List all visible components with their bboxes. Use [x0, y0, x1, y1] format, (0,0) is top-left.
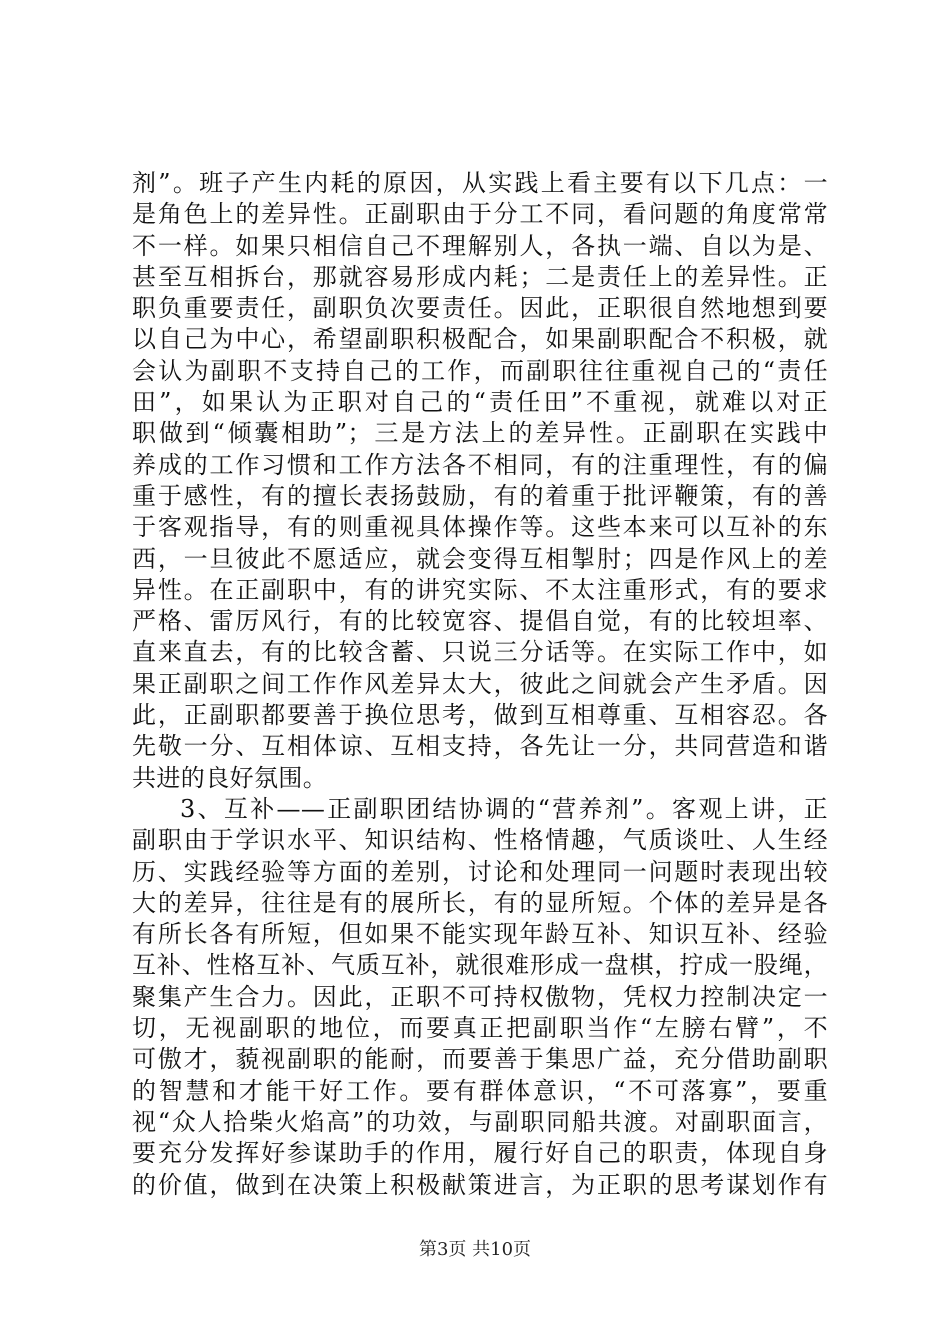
text-line: 养成的工作习惯和工作方法各不相同，有的注重理性，有的偏	[132, 450, 828, 479]
text-line: 副职由于学识水平、知识结构、性格情趣，气质谈吐、人生经	[132, 826, 828, 855]
page-footer: 第3页 共10页	[418, 1239, 532, 1260]
body-text	[132, 168, 828, 1201]
text-line: 历、实践经验等方面的差别，讨论和处理同一问题时表现出较	[132, 857, 828, 886]
text-line: 聚集产生合力。因此，正职不可持权傲物，凭权力控制决定一	[132, 982, 828, 1011]
text-line: 可傲才，藐视副职的能耐，而要善于集思广益，充分借助副职	[132, 1045, 828, 1074]
text-line: 的智慧和才能干好工作。要有群体意识，“不可落寡”，要重	[132, 1076, 828, 1105]
text-line: 共进的良好氛围。	[132, 763, 328, 792]
text-line: 异性。在正副职中，有的讲究实际、不太注重形式，有的要求	[132, 575, 828, 604]
text-line: 要充分发挥好参谋助手的作用，履行好自己的职责，体现自身	[132, 1139, 828, 1168]
text-line: 先敬一分、互相体谅、互相支持，各先让一分，共同营造和谐	[132, 732, 828, 761]
text-line: 剂”。班子产生内耗的原因，从实践上看主要有以下几点：一	[132, 169, 828, 197]
text-line: 于客观指导，有的则重视具体操作等。这些本来可以互补的东	[132, 513, 828, 542]
text-line: 严格、雷厉风行，有的比较宽容、提倡自觉，有的比较坦率、	[132, 607, 828, 636]
text-line: 切，无视副职的地位，而要真正把副职当作“左膀右臂”，不	[132, 1014, 828, 1043]
text-line: 田”，如果认为正职对自己的“责任田”不重视，就难以对正	[132, 388, 828, 417]
section-heading-line: 3、互补——正副职团结协调的“营养剂”。客观上讲，正	[180, 794, 828, 823]
text-line: 的价值，做到在决策上积极献策进言，为正职的思考谋划作有	[132, 1170, 828, 1199]
text-line: 有所长各有所短，但如果不能实现年龄互补、知识互补、经验	[132, 920, 828, 949]
text-line: 此，正副职都要善于换位思考，做到互相尊重、互相容忍。各	[132, 701, 828, 730]
text-line: 互补、性格互补、气质互补，就很难形成一盘棋，拧成一股绳，	[132, 951, 828, 980]
text-line: 是角色上的差异性。正副职由于分工不同，看问题的角度常常	[132, 200, 828, 229]
text-line: 以自己为中心，希望副职积极配合，如果副职配合不积极，就	[132, 325, 828, 354]
text-line: 重于感性，有的擅长表扬鼓励，有的着重于批评鞭策，有的善	[132, 481, 828, 510]
text-line: 职负重要责任，副职负次要责任。因此，正职很自然地想到要	[132, 294, 828, 323]
text-line: 果正副职之间工作作风差异太大，彼此之间就会产生矛盾。因	[132, 669, 828, 698]
text-line: 甚至互相拆台，那就容易形成内耗；二是责任上的差异性。正	[132, 262, 828, 291]
text-line: 西，一旦彼此不愿适应，就会变得互相掣肘；四是作风上的差	[132, 544, 828, 573]
text-line: 直来直去，有的比较含蓄、只说三分话等。在实际工作中，如	[132, 638, 828, 667]
text-line: 会认为副职不支持自己的工作，而副职往往重视自己的“责任	[132, 356, 828, 385]
text-line: 大的差异，往往是有的展所长，有的显所短。个体的差异是各	[132, 888, 828, 917]
text-line: 视“众人拾柴火焰高”的功效，与副职同船共渡。对副职面言，	[132, 1107, 828, 1136]
text-line: 不一样。如果只相信自己不理解别人，各执一端、自以为是、	[132, 231, 828, 260]
text-line: 职做到“倾囊相助”；三是方法上的差异性。正副职在实践中	[132, 419, 828, 448]
